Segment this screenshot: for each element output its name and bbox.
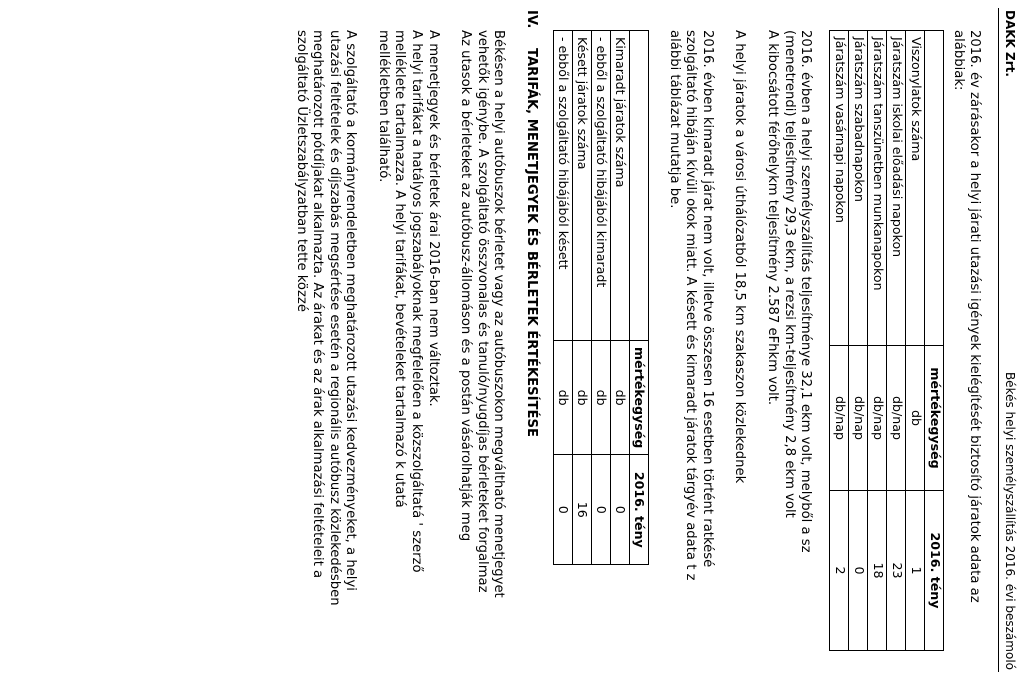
table-row (573, 31, 592, 565)
text-line: 2016. évben kimaradt járat nem volt, illetve összesen 16 esetben történt ratkésé (699, 30, 715, 568)
table-header-cell (630, 31, 649, 341)
text-line: A kibocsátott férőhelykm teljesítmény 2.587 eFhkm volt. (765, 30, 781, 406)
row-unit: db (592, 341, 611, 455)
row-value: 16 (573, 455, 592, 565)
tickets-paragraph-3 (292, 30, 358, 672)
row-label: Járatszám iskolai előadási napokon (887, 31, 906, 346)
tickets-paragraph-1 (457, 30, 507, 672)
text-line: szolgáltató Üzletszabályzatban tette közzé (293, 30, 309, 312)
text-line: Az utasok a bérleteket az autóbusz-állomáson és a postán vásárolhatják meg (458, 30, 474, 542)
row-value: 18 (868, 491, 887, 651)
company-name: DAKK Zrt. (1003, 10, 1017, 77)
table-row (849, 31, 868, 651)
row-label: Kimaradt járatok száma (611, 31, 630, 341)
table-row (887, 31, 906, 651)
page-header (998, 8, 1018, 672)
urban-network-paragraph (731, 30, 748, 672)
text-line: Békésen a helyi autóbuszok bérletet vagy az autóbuszokon megváltható menetjegyet (491, 30, 507, 598)
text-line: mellékletben található. (375, 30, 391, 183)
text-line: meghatározott pótdíjakat alkalmazta. Az árakat és az árak alkalmazási feltételeit a (310, 30, 326, 579)
text-line: (menetrendi) teljesítmény 29,3 ekm, a rezsi km-teljesítmény 2,8 ekm volt (781, 30, 797, 518)
table-header-cell: 2016. tény (630, 455, 649, 565)
row-label: Járatszám tanszünetben munkanapokon (868, 31, 887, 346)
table-row (592, 31, 611, 565)
row-label: Késett járatok száma (573, 31, 592, 341)
text-line: szolgáltató hibáján kívüli okok miatt. A késett és kimaradt járatok tárgyév adata t z (683, 30, 699, 581)
row-label: - ebből a szolgáltató hibájából kimaradt (592, 31, 611, 341)
row-unit: db (906, 346, 925, 491)
cancellations-paragraph (665, 30, 715, 672)
table-row (554, 31, 573, 565)
text-line: melléklete tartalmazza. A helyi tarifákat, bevételeket tartalmazó k utatá (392, 30, 408, 508)
table-header-cell: mértékegység (630, 341, 649, 455)
text-line: vehetők igénybe. A szolgáltató összvonalas és tanuló/nyugdíjas bérleteket forgalmaz (474, 30, 490, 593)
row-unit: db/nap (868, 346, 887, 491)
intro-paragraph (949, 30, 982, 672)
row-value: 0 (849, 491, 868, 651)
row-label: Viszonylatok száma (906, 31, 925, 346)
text-line: A szolgáltató a kormányrendeletben meghatározott utazási kedvezményeket, a helyi (343, 30, 359, 591)
table-row (611, 31, 630, 565)
row-unit: db/nap (849, 346, 868, 491)
text-line: A helyi tarifákat a hatályos jogszabályoknak megfelelően a közszolgáltatá ' szerző (409, 30, 425, 573)
row-value: 0 (592, 455, 611, 565)
text-line: 2016. év zárásakor a helyi járati utazási igények kielégítését biztosító járatok adata az (967, 30, 983, 603)
table-header-cell (925, 31, 944, 346)
routes-table (829, 30, 944, 651)
document-title: Békés helyi személyszállítás 2016. évi beszámoló (1003, 371, 1017, 670)
text-line: alábbiak: (950, 30, 966, 91)
row-unit: db/nap (830, 346, 849, 491)
text-line: 2016. évben a helyi személyszállítás teljesítménye 32,1 ekm volt, melyből a sz (798, 30, 814, 553)
text-line: A helyi járatok a városi úthálózatból 18,5 km szakaszon közlekednek (732, 30, 748, 484)
text-line: alábbi táblázat mutatja be. (666, 30, 682, 209)
performance-paragraph (763, 30, 813, 672)
table-header-row (925, 31, 944, 651)
row-unit: db/nap (887, 346, 906, 491)
row-value: 23 (887, 491, 906, 651)
row-unit: db (573, 341, 592, 455)
text-line: A menetjegyek és bérletek árai 2016-ban nem változtak. (425, 30, 441, 407)
row-value: 0 (554, 455, 573, 565)
text-line: utazási feltételek és díjszabás megsértése esetén a regionális autóbusz közlekedésben (326, 30, 342, 606)
table-row (830, 31, 849, 651)
row-value: 1 (906, 491, 925, 651)
section-number: IV. (524, 10, 540, 29)
row-label: - ebből a szolgáltató hibájából késett (554, 31, 573, 341)
row-label: Járatszám szabadnapokon (849, 31, 868, 346)
table-row (906, 31, 925, 651)
row-unit: db (554, 341, 573, 455)
delays-table (553, 30, 649, 565)
row-value: 2 (830, 491, 849, 651)
table-header-cell: mértékegység (925, 346, 944, 491)
tickets-paragraph-2 (374, 30, 440, 672)
table-header-row (630, 31, 649, 565)
row-unit: db (611, 341, 630, 455)
row-value: 0 (611, 455, 630, 565)
section-title: TARIFÁK, MENETJEGYEK ÉS BÉRLETEK ÉRTÉKESÍTÉSE (524, 48, 540, 438)
table-row (868, 31, 887, 651)
section-heading (522, 8, 539, 672)
row-label: Járatszám vasárnapi napokon (830, 31, 849, 346)
table-header-cell: 2016. tény (925, 491, 944, 651)
